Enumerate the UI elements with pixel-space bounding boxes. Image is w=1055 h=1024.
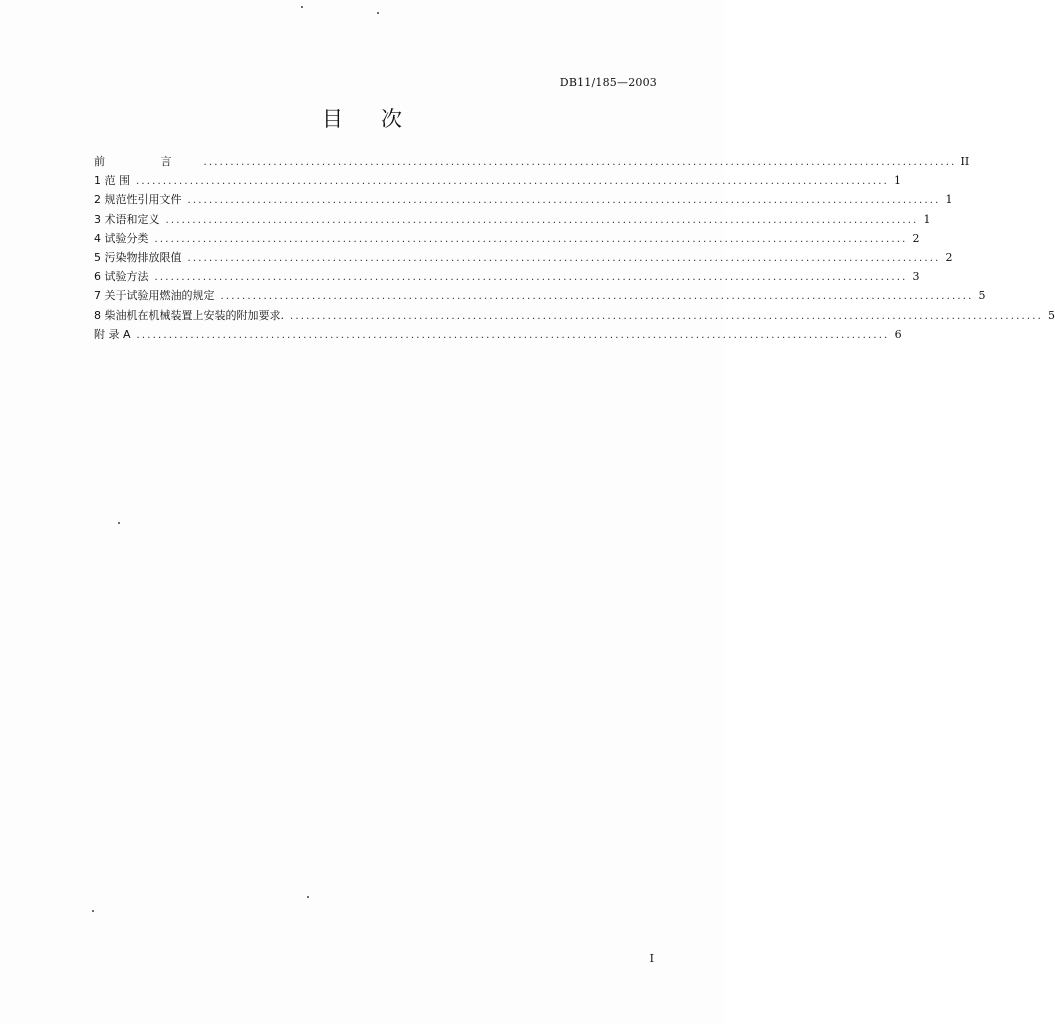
scan-speck xyxy=(307,896,309,898)
toc-page-number: 1 xyxy=(923,212,931,226)
toc-entry-number: 3 xyxy=(94,212,101,226)
toc-page-number: 5 xyxy=(1048,308,1055,322)
toc-entry-text: 关于试验用燃油的规定 xyxy=(104,289,215,303)
toc-entry-number: 1 xyxy=(94,174,101,188)
toc-entry-label xyxy=(94,248,182,267)
dot-leader: ............................................................................................................................................ xyxy=(136,329,890,341)
toc-entry-4[interactable] xyxy=(94,229,920,248)
scan-speck xyxy=(118,522,120,524)
toc-entry-text: 柴油机在机械装置上安装的附加要求. xyxy=(104,308,284,322)
toc-entry-text: 试验方法 xyxy=(104,270,149,284)
toc-entry-appendix-a[interactable] xyxy=(94,325,902,344)
toc-entry-label xyxy=(94,306,284,325)
toc-entry-label: 前 言 xyxy=(94,155,198,168)
toc-entry-7[interactable] xyxy=(94,286,986,305)
toc-entry-text: 试验分类 xyxy=(104,231,149,245)
dot-leader: ............................................................................................................................................ xyxy=(203,157,957,168)
toc-entry-number: 2 xyxy=(94,193,101,207)
title-char-2: 次 xyxy=(381,107,402,131)
toc-entry-text: 污染物排放限值 xyxy=(104,250,182,264)
toc-page-number: 2 xyxy=(945,250,953,264)
toc-entry-1[interactable] xyxy=(94,171,902,190)
toc-entry-number: 7 xyxy=(94,289,101,303)
dot-leader: ............................................................................................................................................ xyxy=(154,233,908,245)
toc-entry-label xyxy=(94,190,182,209)
toc-entry-text: 术语和定义 xyxy=(104,212,160,226)
document-code: DB11/185—2003 xyxy=(559,76,657,89)
toc-entry-2[interactable] xyxy=(94,190,953,209)
toc-page-number: II xyxy=(960,155,970,168)
toc-page-number: 5 xyxy=(978,289,986,303)
toc-entry-foreword[interactable] xyxy=(94,152,970,171)
dot-leader: ............................................................................................................................................ xyxy=(290,310,1044,322)
dot-leader: ............................................................................................................................................ xyxy=(187,195,941,207)
dot-leader: ............................................................................................................................................ xyxy=(165,214,919,226)
page-title xyxy=(0,103,724,133)
toc-entry-label: 附 录 A xyxy=(94,327,131,341)
scan-speck xyxy=(301,6,303,8)
table-of-contents xyxy=(94,152,1055,344)
toc-entry-number: 8 xyxy=(94,308,101,322)
toc-entry-label xyxy=(94,286,215,305)
dot-leader: ............................................................................................................................................ xyxy=(154,272,908,284)
toc-entry-label xyxy=(94,171,130,190)
toc-entry-number: 5 xyxy=(94,250,101,264)
toc-entry-text: 范 围 xyxy=(104,174,130,188)
toc-entry-5[interactable] xyxy=(94,248,953,267)
toc-entry-label xyxy=(94,210,160,229)
toc-entry-label xyxy=(94,267,149,286)
scan-speck xyxy=(92,910,94,912)
toc-page-number: 6 xyxy=(894,327,902,341)
dot-leader: ............................................................................................................................................ xyxy=(220,291,974,303)
toc-entry-label xyxy=(94,229,149,248)
toc-page-number: 2 xyxy=(912,231,920,245)
toc-entry-number: 4 xyxy=(94,231,101,245)
title-char-1: 目 xyxy=(322,107,343,131)
toc-page-number: 3 xyxy=(912,270,920,284)
dot-leader: ............................................................................................................................................ xyxy=(136,176,890,188)
toc-entry-number: 6 xyxy=(94,270,101,284)
toc-entry-text: 规范性引用文件 xyxy=(104,193,182,207)
page-number: I xyxy=(649,952,654,965)
toc-entry-6[interactable] xyxy=(94,267,920,286)
dot-leader: ............................................................................................................................................ xyxy=(187,252,941,264)
scan-speck xyxy=(377,12,379,14)
toc-entry-3[interactable] xyxy=(94,210,931,229)
toc-page-number: 1 xyxy=(945,193,953,207)
toc-page-number: 1 xyxy=(894,174,902,188)
toc-entry-8[interactable] xyxy=(94,306,1055,325)
